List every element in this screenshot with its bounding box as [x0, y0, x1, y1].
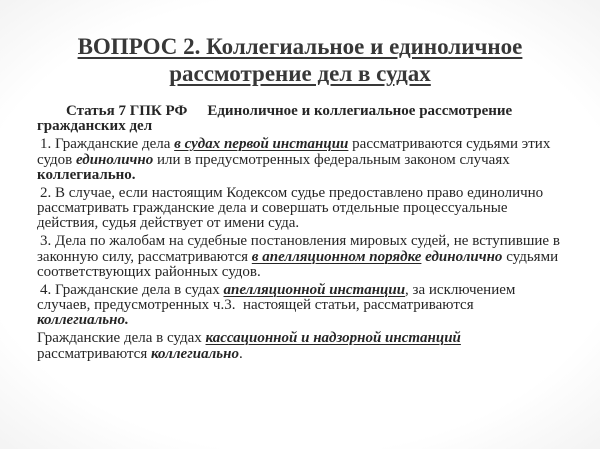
cassation-note-line	[37, 347, 590, 362]
article-heading-line	[37, 119, 590, 134]
part-3-text: соответствующих районных судов.	[37, 263, 261, 280]
part-3-text: законную силу, рассматриваются	[37, 248, 252, 265]
part-2-text: рассматривать гражданские дела и совершать отдельные процессуальные	[37, 200, 508, 217]
article-heading-line	[37, 104, 590, 119]
article-part-3	[37, 234, 590, 280]
article-part-3-line	[37, 250, 590, 265]
article-part-2-line	[37, 186, 590, 201]
part-2-text: действия, судья действует от имени суда.	[37, 215, 300, 232]
cassation-note	[37, 331, 590, 362]
article-part-4-line	[37, 298, 590, 313]
article-title: Единоличное и коллегиальное рассмотрение	[207, 103, 513, 119]
cassation-note-line	[37, 331, 590, 346]
part-4-text: , за исключением	[405, 281, 516, 298]
part-1-first-instance-emphasis: в судах первой инстанции	[174, 136, 349, 153]
article-reference: Статья 7 ГПК РФ	[66, 103, 188, 119]
cassation-collegial-emphasis: коллегиально	[151, 345, 239, 362]
article-part-3-line	[37, 234, 590, 249]
part-3-text: судьями	[502, 248, 559, 265]
article-part-4-line	[37, 313, 590, 328]
article-part-4	[37, 283, 590, 329]
part-2-text: 2. В случае, если настоящим Кодексом судье предоставлено право единолично	[40, 184, 544, 201]
part-4-text: 4. Гражданские дела в судах	[40, 281, 224, 298]
part-1-sole-emphasis: единолично	[75, 151, 154, 168]
part-4-appeal-instance-emphasis: апелляционной инстанции	[223, 281, 406, 298]
article-heading	[37, 104, 590, 135]
article-part-1-line	[37, 153, 590, 168]
part-1-text: рассматриваются судьями этих	[348, 136, 551, 153]
cassation-note-text: .	[238, 345, 243, 362]
article-title: гражданских дел	[37, 118, 153, 135]
part-1-text: 1. Гражданские дела	[40, 136, 175, 153]
article-part-1-line	[37, 168, 590, 183]
article-part-2	[37, 186, 590, 232]
part-4-text: случаев, предусмотренных ч.3. настоящей статьи, рассматриваются	[37, 297, 474, 314]
part-1-collegial-emphasis: коллегиально.	[37, 166, 136, 183]
cassation-note-text: Гражданские дела в судах	[37, 330, 206, 347]
article-part-4-line	[37, 283, 590, 298]
article-part-1	[37, 137, 590, 183]
article-part-1-line	[37, 137, 590, 152]
article-part-2-line	[37, 201, 590, 216]
slide-title: ВОПРОС 2. Коллегиальное и единоличное рассмотрение дел в судах	[77, 34, 523, 86]
article-text	[37, 104, 590, 362]
cassation-note-text: рассматриваются	[37, 345, 151, 362]
part-4-collegial-emphasis: коллегиально.	[37, 312, 129, 329]
part-3-appeal-procedure-emphasis: в апелляционном порядке	[251, 248, 422, 265]
part-1-text: судов	[37, 151, 76, 168]
article-part-2-line	[37, 216, 590, 231]
cassation-supervisory-emphasis: кассационной и надзорной инстанций	[205, 330, 461, 347]
part-3-text: 3. Дела по жалобам на судебные постановления мировых судей, не вступившие в	[40, 233, 560, 250]
article-part-3-line	[37, 265, 590, 280]
part-1-text: или в предусмотренных федеральным законом случаях	[153, 151, 510, 168]
part-3-sole-emphasis: единолично	[421, 248, 503, 265]
